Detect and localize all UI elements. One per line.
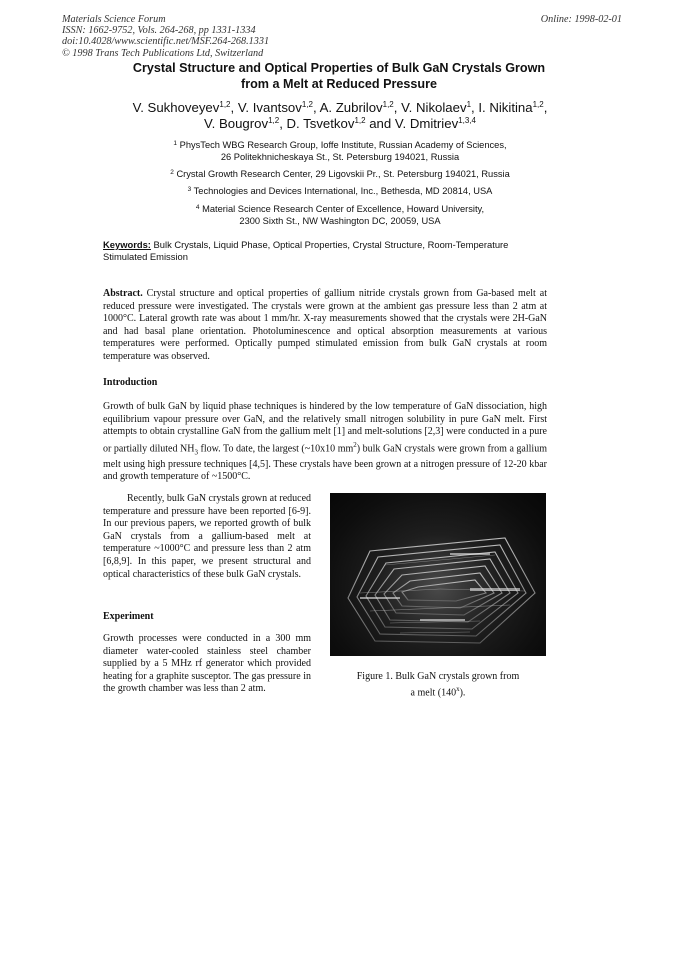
section-heading-introduction: Introduction [103,377,158,388]
title-line-2: from a Melt at Reduced Pressure [241,77,437,91]
crystal-photo-graphic [330,493,546,656]
copyright: © 1998 Trans Tech Publications Ltd, Switzerland [62,47,264,59]
abstract-label: Abstract. [103,288,143,299]
abstract-text: Crystal structure and optical properties of gallium nitride crystals grown from Ga-based melt at reduced pressure were investigated. The crystals were grown at the ambient gas pressure less than 2 atm at 1000°C. Lateral growth rate was about 1 mm/hr. X-ray measurements showed that the crystals were 2H-GaN and had basal plane orientation. Photoluminescence and optical absorption measurements at various temperatures were performed. Optically pumped stimulated emission from bulk GaN crystals at room temperature was observed. [103,288,547,362]
experiment-paragraph-1: Growth processes were conducted in a 300 mm diameter water-cooled stainless steel chamber supplied by a 5 MHz rf generator which provided heating for a graphite susceptor. The gas pressure in the growth chamber was less than 2 atm. [103,633,311,695]
affiliation-2: $^2$ Crystal Growth Research Center, 29 Ligovskii Pr., St. Petersburg 194021, Russia [170,169,510,179]
author: D. Tsvetkov$^{1,2}$ and [286,116,395,131]
author: V. Nikolaev$^1$, [401,100,479,115]
doi-link[interactable]: doi:10.4028/www.scientific.net/MSF.264-268.1331 [62,36,270,48]
figure-1-photo [330,493,546,656]
journal-name: Materials Science Forum [62,14,166,25]
keywords-text: Bulk Crystals, Liquid Phase, Optical Properties, Crystal Structure, Room-Temperature Stimulated Emission [103,239,509,262]
author: V. Bougrov$^{1,2}$, [204,116,287,131]
abstract [103,288,547,364]
title-line-1: Crystal Structure and Optical Properties of Bulk GaN Crystals Grown [132,61,546,75]
journal-header [62,14,622,59]
author: V. Dmitriev$^{1,3,4}$ [394,116,476,131]
keywords-label: Keywords: [103,239,151,250]
author: A. Zubrilov$^{1,2}$, [319,100,402,115]
author-list [70,100,610,132]
affiliation-1: $^1$ PhysTech WBG Research Group, Ioffe Institute, Russian Academy of Sciences, 26 Politekhnicheskaya St., St. Petersburg 194021, Russia [173,140,507,162]
figure-1-caption: Figure 1. Bulk GaN crystals grown from a melt (140$^x$). [356,671,520,699]
section-heading-experiment: Experiment [103,611,154,622]
paper-title [62,60,616,92]
online-date: Online: 1998-02-01 [540,14,622,25]
author: V. Ivantsov$^{1,2}$, [237,100,320,115]
author: I. Nikitina$^{1,2}$, [478,100,548,115]
keywords [103,239,555,262]
introduction-paragraph-1: Growth of bulk GaN by liquid phase techniques is hindered by the low temperature of GaN dissociation, high equilibrium vapour pressure over GaN, and the relatively small nitrogen solubility in pure GaN melt. First attempts to obtain crystalline GaN from the gallium melt [1] and melt-solutions [2,3] were conducted in a pure or partially diluted $NH_3$ flow. To date, the largest (~10x10 $mm^2$) bulk GaN crystals were grown from a gallium melt using high pressure techniques [4,5]. These crystals have been grown at a nitrogen pressure of 12-20 kbar and growth temperature of ~1500°C. [103,401,547,483]
affiliation-3: $^3$ Technologies and Devices International, Inc., Bethesda, MD 20814, USA [187,186,493,196]
issn: ISSN: 1662-9752, Vols. 264-268, pp 1331-1334 [62,25,256,37]
affiliation-4: $^4$ Material Science Research Center of Excellence, Howard University, 2300 Sixth St., NW Washington DC, 20059, USA [195,204,485,226]
author: V. Sukhoveyev$^{1,2}$, [132,100,238,115]
introduction-paragraph-2: Recently, bulk GaN crystals grown at reduced temperature and pressure have been reported [6-9]. In our previous papers, we reported growth of bulk GaN crystals from a gallium-based melt at temperature ~1000°C and pressure less than 2 atm [6,8,9]. In this paper, we present structural and optical characteristics of these bulk GaN crystals. [103,493,312,580]
